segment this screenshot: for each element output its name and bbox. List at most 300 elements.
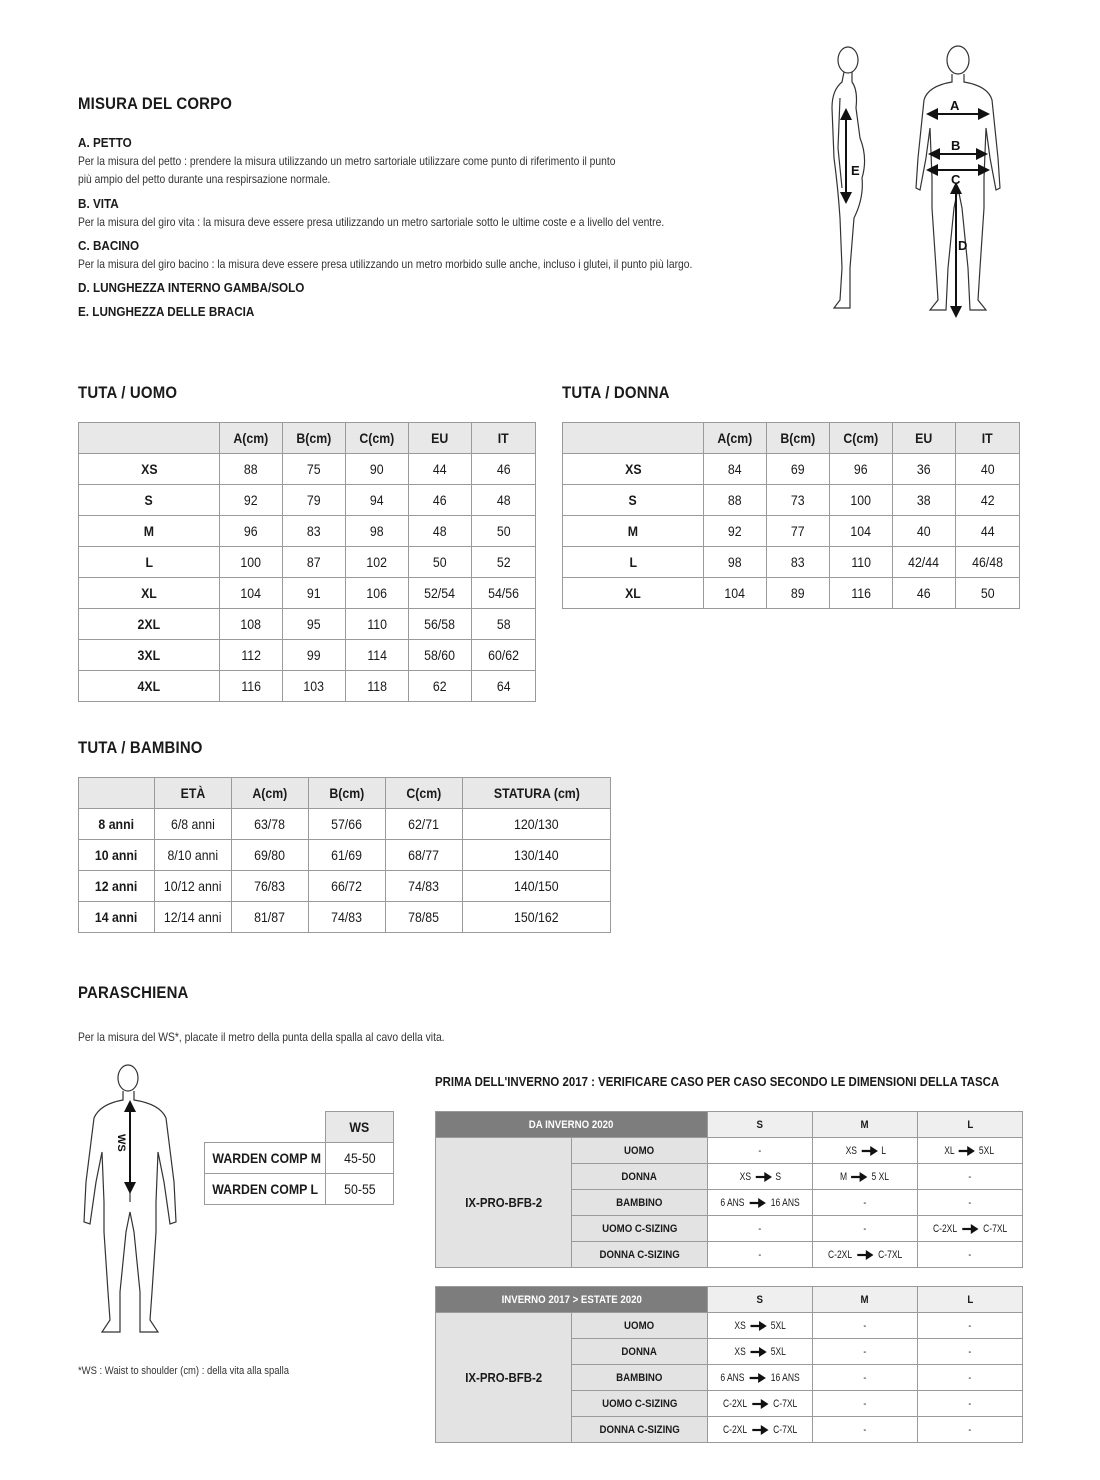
table-cell bbox=[346, 640, 409, 671]
cell-value: L bbox=[145, 554, 153, 570]
table-cell bbox=[463, 809, 611, 840]
table-row bbox=[79, 640, 536, 671]
table-cell bbox=[708, 1313, 813, 1339]
body-measure-title: MISURA DEL CORPO bbox=[78, 94, 233, 113]
label-d: D bbox=[958, 238, 968, 253]
size-from: C-2XL bbox=[722, 1397, 747, 1410]
table-cell bbox=[283, 578, 346, 609]
cell-value bbox=[931, 1223, 1009, 1235]
table-cell bbox=[346, 547, 409, 578]
size-from: XS bbox=[734, 1345, 746, 1358]
column-header-label: IT bbox=[498, 430, 509, 446]
cell-value: 100 bbox=[240, 554, 262, 570]
cell-value: 8/10 anni bbox=[167, 847, 219, 863]
size-from: XL bbox=[944, 1144, 956, 1157]
table-cell bbox=[767, 454, 830, 485]
table-cell bbox=[956, 547, 1020, 578]
cell-value: 87 bbox=[307, 554, 321, 570]
table-cell bbox=[155, 809, 232, 840]
cell-value bbox=[968, 1346, 971, 1358]
cell-value bbox=[840, 1171, 891, 1183]
cell-value bbox=[863, 1320, 866, 1332]
table-cell bbox=[708, 1164, 813, 1190]
measure-item-title: E. LUNGHEZZA DELLE BRACIA bbox=[78, 304, 255, 319]
size-from: - bbox=[968, 1371, 972, 1384]
size-to: C-7XL bbox=[773, 1397, 798, 1410]
column-header-label: B(cm) bbox=[296, 430, 332, 446]
size-to: C-7XL bbox=[878, 1248, 903, 1261]
cell-value: 150/162 bbox=[514, 909, 559, 925]
row-header-cell bbox=[79, 578, 220, 609]
table-cell bbox=[918, 1365, 1023, 1391]
cell-value: 8 anni bbox=[98, 816, 135, 832]
size-from: - bbox=[863, 1397, 867, 1410]
size-to: S bbox=[775, 1170, 781, 1183]
size-from: - bbox=[968, 1170, 972, 1183]
cell-value: 46 bbox=[496, 461, 511, 477]
table-cell bbox=[309, 809, 386, 840]
cell-value: 84 bbox=[728, 461, 742, 477]
table-cell bbox=[220, 485, 283, 516]
table-cell bbox=[708, 1417, 813, 1443]
table-header-row bbox=[563, 423, 1020, 454]
category-cell bbox=[572, 1216, 708, 1242]
cell-value: 88 bbox=[728, 492, 742, 508]
table-cell bbox=[830, 485, 893, 516]
size-from: - bbox=[758, 1248, 762, 1261]
cell-value: 74/83 bbox=[331, 909, 363, 925]
table-cell bbox=[918, 1164, 1023, 1190]
cell-value: 116 bbox=[851, 585, 871, 601]
table-cell bbox=[767, 485, 830, 516]
table-cell bbox=[708, 1138, 813, 1164]
column-header-label: C(cm) bbox=[359, 430, 395, 446]
table-cell bbox=[813, 1138, 918, 1164]
cell-value: 103 bbox=[303, 678, 325, 694]
row-header-cell bbox=[563, 547, 704, 578]
size-from: - bbox=[968, 1423, 972, 1436]
table-cell bbox=[893, 454, 956, 485]
cell-value: 3XL bbox=[137, 647, 161, 663]
cell-value bbox=[721, 1424, 799, 1436]
column-header bbox=[472, 423, 536, 454]
table-cell bbox=[708, 1216, 813, 1242]
cell-value: 36 bbox=[917, 461, 931, 477]
cell-value bbox=[968, 1398, 971, 1410]
back-body-figure bbox=[78, 1062, 188, 1337]
measure-item-title: D. LUNGHEZZA INTERNO GAMBA/SOLO bbox=[78, 280, 305, 295]
column-header bbox=[918, 1112, 1023, 1138]
model-cell bbox=[436, 1138, 572, 1268]
ws-header-cell: WS bbox=[326, 1112, 394, 1143]
row-header-cell bbox=[79, 454, 220, 485]
table-cell bbox=[918, 1138, 1023, 1164]
measure-item-chest bbox=[78, 134, 778, 188]
category-cell bbox=[572, 1365, 708, 1391]
cell-value: 90 bbox=[370, 461, 384, 477]
size-to: 16 ANS bbox=[770, 1371, 800, 1384]
table-cell bbox=[220, 516, 283, 547]
row-header-cell bbox=[79, 809, 155, 840]
size-from: - bbox=[968, 1248, 972, 1261]
table-header-row bbox=[436, 1287, 1023, 1313]
table-cell bbox=[409, 547, 472, 578]
cell-value: XS bbox=[140, 461, 158, 477]
row-header-cell bbox=[205, 1143, 326, 1174]
arrow-right-icon bbox=[749, 1320, 766, 1332]
arrow-right-icon bbox=[961, 1223, 978, 1235]
table-cell bbox=[346, 671, 409, 702]
table-row bbox=[79, 871, 611, 902]
cell-value: 83 bbox=[791, 554, 805, 570]
ws-label: WS bbox=[115, 1134, 127, 1152]
row-header-cell bbox=[79, 902, 155, 933]
table-row bbox=[79, 671, 536, 702]
table-cell bbox=[956, 485, 1020, 516]
kids-title: TUTA / BAMBINO bbox=[78, 738, 203, 757]
size-from: 6 ANS bbox=[720, 1371, 745, 1384]
cell-value: 60/62 bbox=[488, 647, 519, 663]
table-cell bbox=[409, 640, 472, 671]
column-header-label: A(cm) bbox=[233, 430, 269, 446]
cell-value: 58 bbox=[496, 616, 511, 632]
column-header bbox=[708, 1287, 813, 1313]
cell-value: 56/58 bbox=[424, 616, 456, 632]
table-cell bbox=[813, 1339, 918, 1365]
label-a: A bbox=[950, 98, 960, 113]
table-cell bbox=[220, 640, 283, 671]
cell-value: 52 bbox=[496, 554, 511, 570]
table-row bbox=[563, 516, 1020, 547]
table-cell bbox=[346, 485, 409, 516]
cell-value bbox=[758, 1223, 761, 1235]
table-cell bbox=[813, 1242, 918, 1268]
cell-value: 74/83 bbox=[408, 878, 440, 894]
table-cell bbox=[409, 671, 472, 702]
men-title: TUTA / UOMO bbox=[78, 383, 178, 402]
cell-value: 104 bbox=[240, 585, 262, 601]
table-cell bbox=[346, 578, 409, 609]
size-to: C-7XL bbox=[983, 1222, 1008, 1235]
table-cell bbox=[309, 871, 386, 902]
table-cell bbox=[409, 578, 472, 609]
size-from: C-2XL bbox=[722, 1423, 747, 1436]
cell-value bbox=[968, 1320, 971, 1332]
row-header-cell bbox=[563, 454, 704, 485]
arrow-right-icon bbox=[751, 1424, 768, 1436]
cell-value: 66/72 bbox=[331, 878, 363, 894]
row-header-cell bbox=[79, 671, 220, 702]
table-cell bbox=[386, 902, 463, 933]
column-header-label: C(cm) bbox=[843, 430, 879, 446]
cell-value: 69 bbox=[791, 461, 805, 477]
cell-value bbox=[733, 1346, 786, 1358]
table-cell bbox=[472, 454, 536, 485]
category-cell bbox=[572, 1242, 708, 1268]
table-header-row bbox=[436, 1112, 1023, 1138]
label-b: B bbox=[951, 138, 961, 153]
men-size-table bbox=[78, 422, 536, 702]
row-header-cell bbox=[563, 578, 704, 609]
arrow-right-icon bbox=[755, 1171, 772, 1183]
table-cell bbox=[472, 516, 536, 547]
column-header bbox=[893, 423, 956, 454]
size-from: XS bbox=[734, 1319, 746, 1332]
category-label: BAMBINO bbox=[616, 1196, 663, 1209]
table-cell bbox=[283, 485, 346, 516]
arrow-right-icon bbox=[860, 1145, 877, 1157]
column-header bbox=[386, 778, 463, 809]
table-cell bbox=[956, 516, 1020, 547]
cell-value: 57/66 bbox=[331, 816, 363, 832]
cell-value: 50 bbox=[496, 523, 511, 539]
category-label: BAMBINO bbox=[616, 1371, 663, 1384]
column-header-label: C(cm) bbox=[406, 785, 442, 801]
column-header bbox=[463, 778, 611, 809]
cell-value: 48 bbox=[433, 523, 447, 539]
size-to: 5 XL bbox=[871, 1170, 890, 1183]
cell-value: 48 bbox=[496, 492, 511, 508]
cell-value: 100 bbox=[850, 492, 872, 508]
table-cell bbox=[813, 1365, 918, 1391]
table-cell bbox=[409, 485, 472, 516]
table-cell bbox=[830, 454, 893, 485]
column-header bbox=[409, 423, 472, 454]
side-body-outline bbox=[832, 47, 865, 308]
cell-value: 42 bbox=[980, 492, 995, 508]
table-cell bbox=[918, 1216, 1023, 1242]
cell-value: 99 bbox=[307, 647, 321, 663]
cell-value: 98 bbox=[728, 554, 742, 570]
cell-value: 50 bbox=[980, 585, 995, 601]
label-e: E bbox=[851, 163, 860, 178]
measure-item-inseam bbox=[78, 279, 778, 297]
cell-value: 96 bbox=[854, 461, 868, 477]
table-cell bbox=[326, 1174, 394, 1205]
column-header-label: IT bbox=[982, 430, 993, 446]
table-cell bbox=[463, 840, 611, 871]
table-cell bbox=[893, 578, 956, 609]
table-row bbox=[563, 547, 1020, 578]
cell-value bbox=[863, 1346, 866, 1358]
cell-value bbox=[968, 1372, 971, 1384]
table-cell bbox=[830, 578, 893, 609]
cell-value: 10 anni bbox=[95, 847, 138, 863]
women-size-table bbox=[562, 422, 1020, 609]
table-cell bbox=[708, 1242, 813, 1268]
measure-item-text: Per la misura del giro vita : la misura deve essere presa utilizzando un metro sartoriale sotto le ultime coste e a livello del ventre. bbox=[78, 215, 665, 229]
cell-value: L bbox=[629, 554, 637, 570]
cell-value: 88 bbox=[244, 461, 258, 477]
cell-value bbox=[863, 1398, 866, 1410]
table-row bbox=[79, 578, 536, 609]
table-cell bbox=[283, 516, 346, 547]
size-to: L bbox=[880, 1144, 886, 1157]
size-to: 5XL bbox=[770, 1319, 786, 1332]
cell-value bbox=[863, 1197, 866, 1209]
cell-value: 94 bbox=[370, 492, 384, 508]
table-cell bbox=[704, 516, 767, 547]
cell-value: 106 bbox=[366, 585, 388, 601]
table-cell bbox=[386, 840, 463, 871]
ws-footnote: *WS : Waist to shoulder (cm) : della vita alla spalla bbox=[78, 1365, 290, 1377]
column-header bbox=[813, 1112, 918, 1138]
table-cell bbox=[346, 454, 409, 485]
table-cell bbox=[813, 1417, 918, 1443]
table-row bbox=[436, 1313, 1023, 1339]
cell-value bbox=[968, 1424, 971, 1436]
table-row bbox=[79, 902, 611, 933]
column-header bbox=[708, 1112, 813, 1138]
category-label: UOMO C-SIZING bbox=[601, 1222, 678, 1235]
pack-section-title: PRIMA DELL'INVERNO 2017 : VERIFICARE CASO PER CASO SECONDO LE DIMENSIONI DELLA TASCA bbox=[435, 1074, 1000, 1089]
measure-item-text: Per la misura del giro bacino : la misura deve essere presa utilizzando un metro morbido sulle anche, incluso i glutei, il punto più largo. bbox=[78, 257, 693, 271]
row-header-cell bbox=[79, 640, 220, 671]
table-row bbox=[79, 516, 536, 547]
cell-value bbox=[758, 1145, 761, 1157]
table-cell bbox=[708, 1391, 813, 1417]
table-cell bbox=[472, 547, 536, 578]
size-from: - bbox=[968, 1319, 972, 1332]
pack-table-header-label: DA INVERNO 2020 bbox=[529, 1118, 614, 1131]
category-cell bbox=[572, 1391, 708, 1417]
column-header bbox=[155, 778, 232, 809]
size-from: - bbox=[758, 1222, 762, 1235]
table-cell bbox=[463, 902, 611, 933]
measure-item-title: C. BACINO bbox=[78, 238, 140, 253]
cell-value: 104 bbox=[850, 523, 872, 539]
table-cell bbox=[918, 1242, 1023, 1268]
table-header-row bbox=[79, 778, 611, 809]
size-from: M bbox=[840, 1170, 848, 1183]
cell-value: M bbox=[143, 523, 155, 539]
arrow-right-icon bbox=[751, 1398, 768, 1410]
table-cell bbox=[326, 1143, 394, 1174]
cell-value: 42/44 bbox=[908, 554, 940, 570]
table-cell bbox=[918, 1313, 1023, 1339]
size-from: - bbox=[863, 1196, 867, 1209]
column-header-label: S bbox=[756, 1293, 764, 1306]
pack-table-winter-2020 bbox=[435, 1111, 1023, 1268]
table-cell bbox=[232, 902, 309, 933]
column-header-label: A(cm) bbox=[717, 430, 753, 446]
size-from: XS bbox=[739, 1170, 752, 1183]
column-header-label: EU bbox=[915, 430, 933, 446]
cell-value: 108 bbox=[240, 616, 262, 632]
table-row bbox=[563, 578, 1020, 609]
table-row bbox=[563, 485, 1020, 516]
cell-value: 63/78 bbox=[254, 816, 286, 832]
cell-value: 81/87 bbox=[254, 909, 286, 925]
cell-value: M bbox=[627, 523, 639, 539]
row-header-cell bbox=[79, 840, 155, 871]
cell-value: 95 bbox=[307, 616, 321, 632]
column-header-label: A(cm) bbox=[252, 785, 288, 801]
column-header bbox=[813, 1287, 918, 1313]
table-cell bbox=[155, 902, 232, 933]
pack-table-header bbox=[436, 1112, 708, 1138]
cell-value bbox=[863, 1372, 866, 1384]
model-label: IX-PRO-BFB-2 bbox=[465, 1370, 542, 1385]
table-cell bbox=[472, 640, 536, 671]
cell-value: 40 bbox=[980, 461, 995, 477]
column-header-label: S bbox=[756, 1118, 764, 1131]
column-header bbox=[918, 1287, 1023, 1313]
measure-item-arm bbox=[78, 303, 778, 321]
table-cell bbox=[309, 840, 386, 871]
cell-value: 50 bbox=[433, 554, 447, 570]
table-cell bbox=[472, 485, 536, 516]
cell-value: 114 bbox=[367, 647, 387, 663]
cell-value: 2XL bbox=[137, 616, 161, 632]
row-header-cell bbox=[563, 516, 704, 547]
table-cell bbox=[918, 1190, 1023, 1216]
table-cell bbox=[704, 485, 767, 516]
table-row bbox=[563, 454, 1020, 485]
arrow-right-icon bbox=[959, 1145, 976, 1157]
table-cell bbox=[220, 454, 283, 485]
table-row bbox=[79, 840, 611, 871]
size-from: C-2XL bbox=[827, 1248, 852, 1261]
table-cell bbox=[283, 547, 346, 578]
row-header-cell bbox=[79, 516, 220, 547]
table-row bbox=[205, 1174, 394, 1205]
cell-value: 112 bbox=[241, 647, 261, 663]
ws-size-table bbox=[204, 1111, 394, 1205]
table-header-row bbox=[205, 1112, 394, 1143]
table-cell bbox=[155, 840, 232, 871]
label-c: C bbox=[951, 172, 961, 187]
cell-value: 58/60 bbox=[424, 647, 456, 663]
table-cell bbox=[309, 902, 386, 933]
table-cell bbox=[472, 609, 536, 640]
table-cell bbox=[767, 547, 830, 578]
arrow-right-icon bbox=[749, 1197, 766, 1209]
size-to: 5XL bbox=[770, 1345, 786, 1358]
column-header-label: B(cm) bbox=[329, 785, 365, 801]
table-cell bbox=[232, 871, 309, 902]
table-cell bbox=[346, 609, 409, 640]
table-cell bbox=[893, 516, 956, 547]
cell-value bbox=[863, 1424, 866, 1436]
table-cell bbox=[220, 547, 283, 578]
column-header-label: EU bbox=[431, 430, 449, 446]
table-cell bbox=[767, 578, 830, 609]
cell-value: 69/80 bbox=[254, 847, 286, 863]
row-header-cell bbox=[79, 485, 220, 516]
column-header bbox=[767, 423, 830, 454]
category-label: UOMO bbox=[624, 1144, 655, 1157]
cell-value: 6/8 anni bbox=[171, 816, 215, 832]
table-cell bbox=[283, 640, 346, 671]
cell-value bbox=[968, 1171, 971, 1183]
category-label: UOMO C-SIZING bbox=[601, 1397, 678, 1410]
cell-value: 104 bbox=[724, 585, 746, 601]
cell-value bbox=[968, 1249, 971, 1261]
pack-table-winter-2017 bbox=[435, 1286, 1023, 1443]
table-cell bbox=[893, 485, 956, 516]
category-cell bbox=[572, 1313, 708, 1339]
table-row bbox=[79, 809, 611, 840]
cell-value bbox=[718, 1372, 801, 1384]
table-cell bbox=[220, 671, 283, 702]
cell-value: 54/56 bbox=[488, 585, 519, 601]
measure-item-waist bbox=[78, 195, 778, 231]
cell-value: 45-50 bbox=[343, 1150, 376, 1166]
table-cell bbox=[409, 516, 472, 547]
arrow-right-icon bbox=[749, 1346, 766, 1358]
table-cell bbox=[386, 809, 463, 840]
